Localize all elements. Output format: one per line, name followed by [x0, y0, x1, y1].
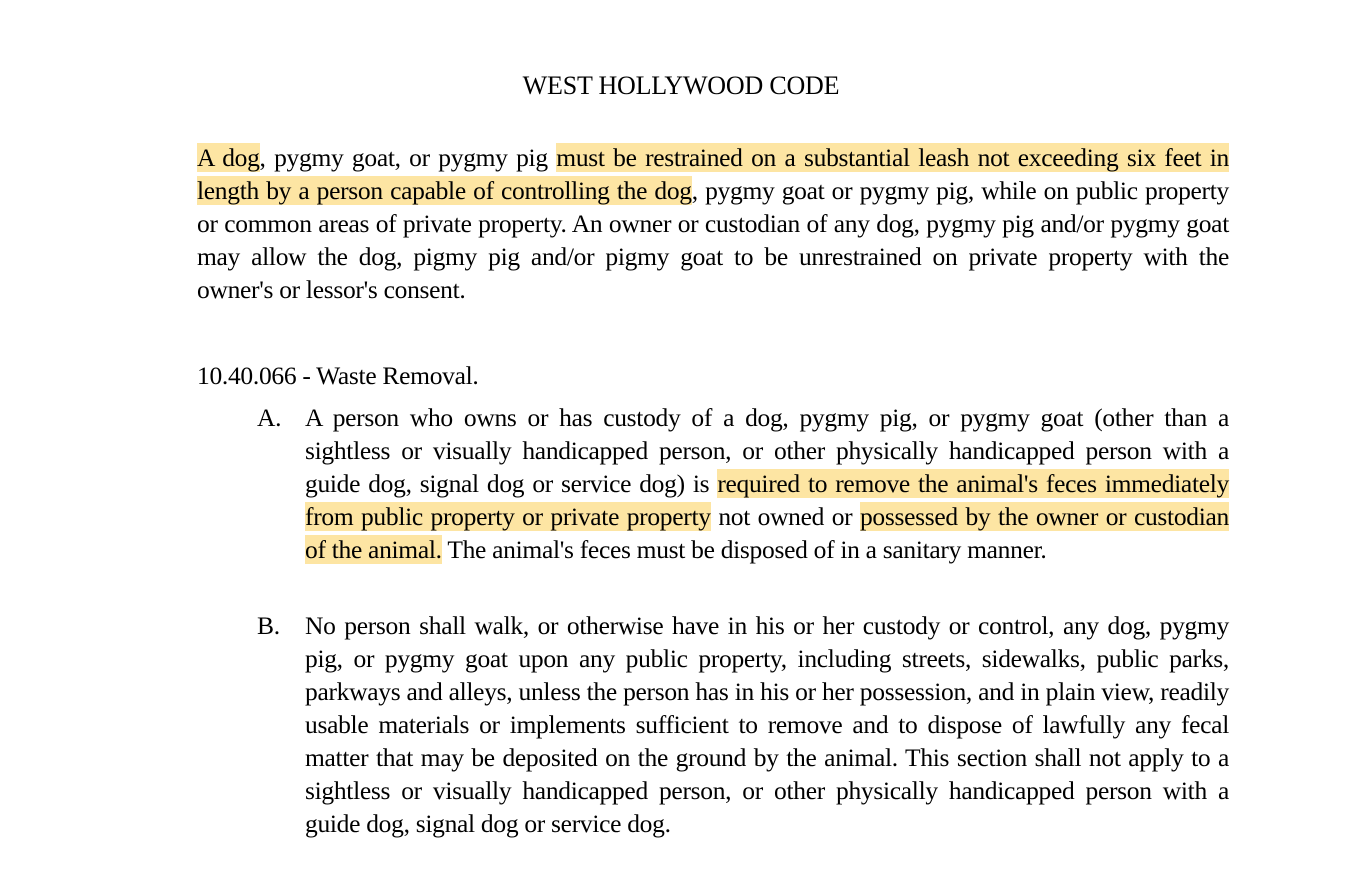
intro-segment: A dog	[197, 143, 260, 172]
list-marker: B.	[257, 611, 280, 640]
document-title: WEST HOLLYWOOD CODE	[522, 71, 840, 100]
item-segment: No person shall walk, or otherwise have in his or her custody or control, any dog, pygmy pig, or pygmy goat upon any public property, including streets, sidewalks, public parks, parkways and alleys, unless the person has in his or her possession, and in plain view, readily usable materials or implements sufficient to remove and to dispose of lawfully any fecal matter that may be deposited on the ground by the animal. This section shall not apply to a sightless or visually handicapped person, or other physically handicapped person with a guide dog, signal dog or service dog.	[305, 611, 1229, 838]
intro-segment: , pygmy goat, or pygmy pig	[259, 143, 557, 172]
list-item-a	[257, 401, 1229, 566]
intro-segment: must be restrained on a substantial leash not exceeding six feet in length by a person capable of controlling the dog	[197, 143, 1229, 205]
item-segment: possessed by the owner or custodian of the animal.	[305, 502, 1229, 564]
list-item-b	[257, 609, 1229, 840]
item-segment: A person who owns or has custody of a dog, pygmy pig, or pygmy goat (other than a sightless or visually handicapped person, or other physically handicapped person with a guide dog, signal dog or service dog) is	[305, 403, 1229, 498]
section-heading: 10.40.066 - Waste Removal.	[197, 361, 479, 390]
item-segment: not owned or	[710, 502, 860, 531]
list-marker: A.	[257, 403, 282, 432]
list-item-body	[305, 609, 1229, 840]
intro-paragraph	[197, 141, 1229, 306]
intro-segment: , pygmy goat or pygmy pig, while on public property or common areas of private property. An owner or custodian of any dog, pygmy pig and/or pygmy goat may allow the dog, pigmy pig and/or pigmy goat to be unrestrained on private property with the owner's or lessor's consent.	[197, 176, 1229, 304]
item-segment: The animal's feces must be disposed of in a sanitary manner.	[441, 535, 1047, 564]
list-item-body	[305, 401, 1229, 566]
item-segment: required to remove the animal's feces immediately from public property or private property	[305, 469, 1229, 531]
